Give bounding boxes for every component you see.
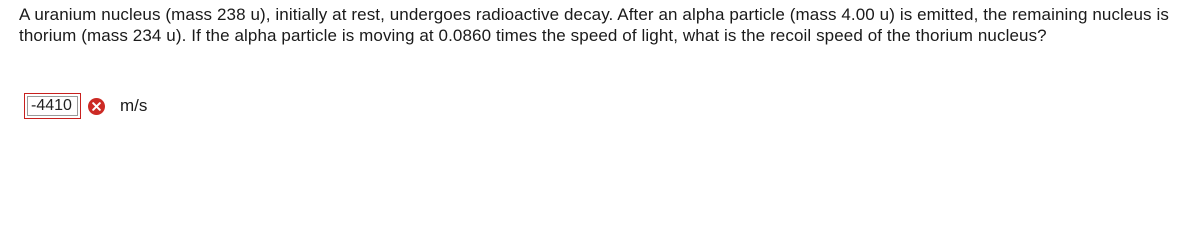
- answer-input-box[interactable]: [24, 93, 81, 119]
- incorrect-x-icon: [88, 98, 105, 115]
- answer-row: [24, 93, 147, 119]
- x-mark-icon: [92, 102, 101, 111]
- question-text: A uranium nucleus (mass 238 u), initially at rest, undergoes radioactive decay. After an alpha particle (mass 4.00 u) is emitted, the remaining nucleus is thorium (mass 234 u). If the alpha particle is moving at 0.0860 times the speed of light, what is the recoil speed of the thorium nucleus?: [19, 5, 1169, 45]
- answer-input[interactable]: -4410: [27, 96, 78, 116]
- unit-label: m/s: [120, 96, 148, 115]
